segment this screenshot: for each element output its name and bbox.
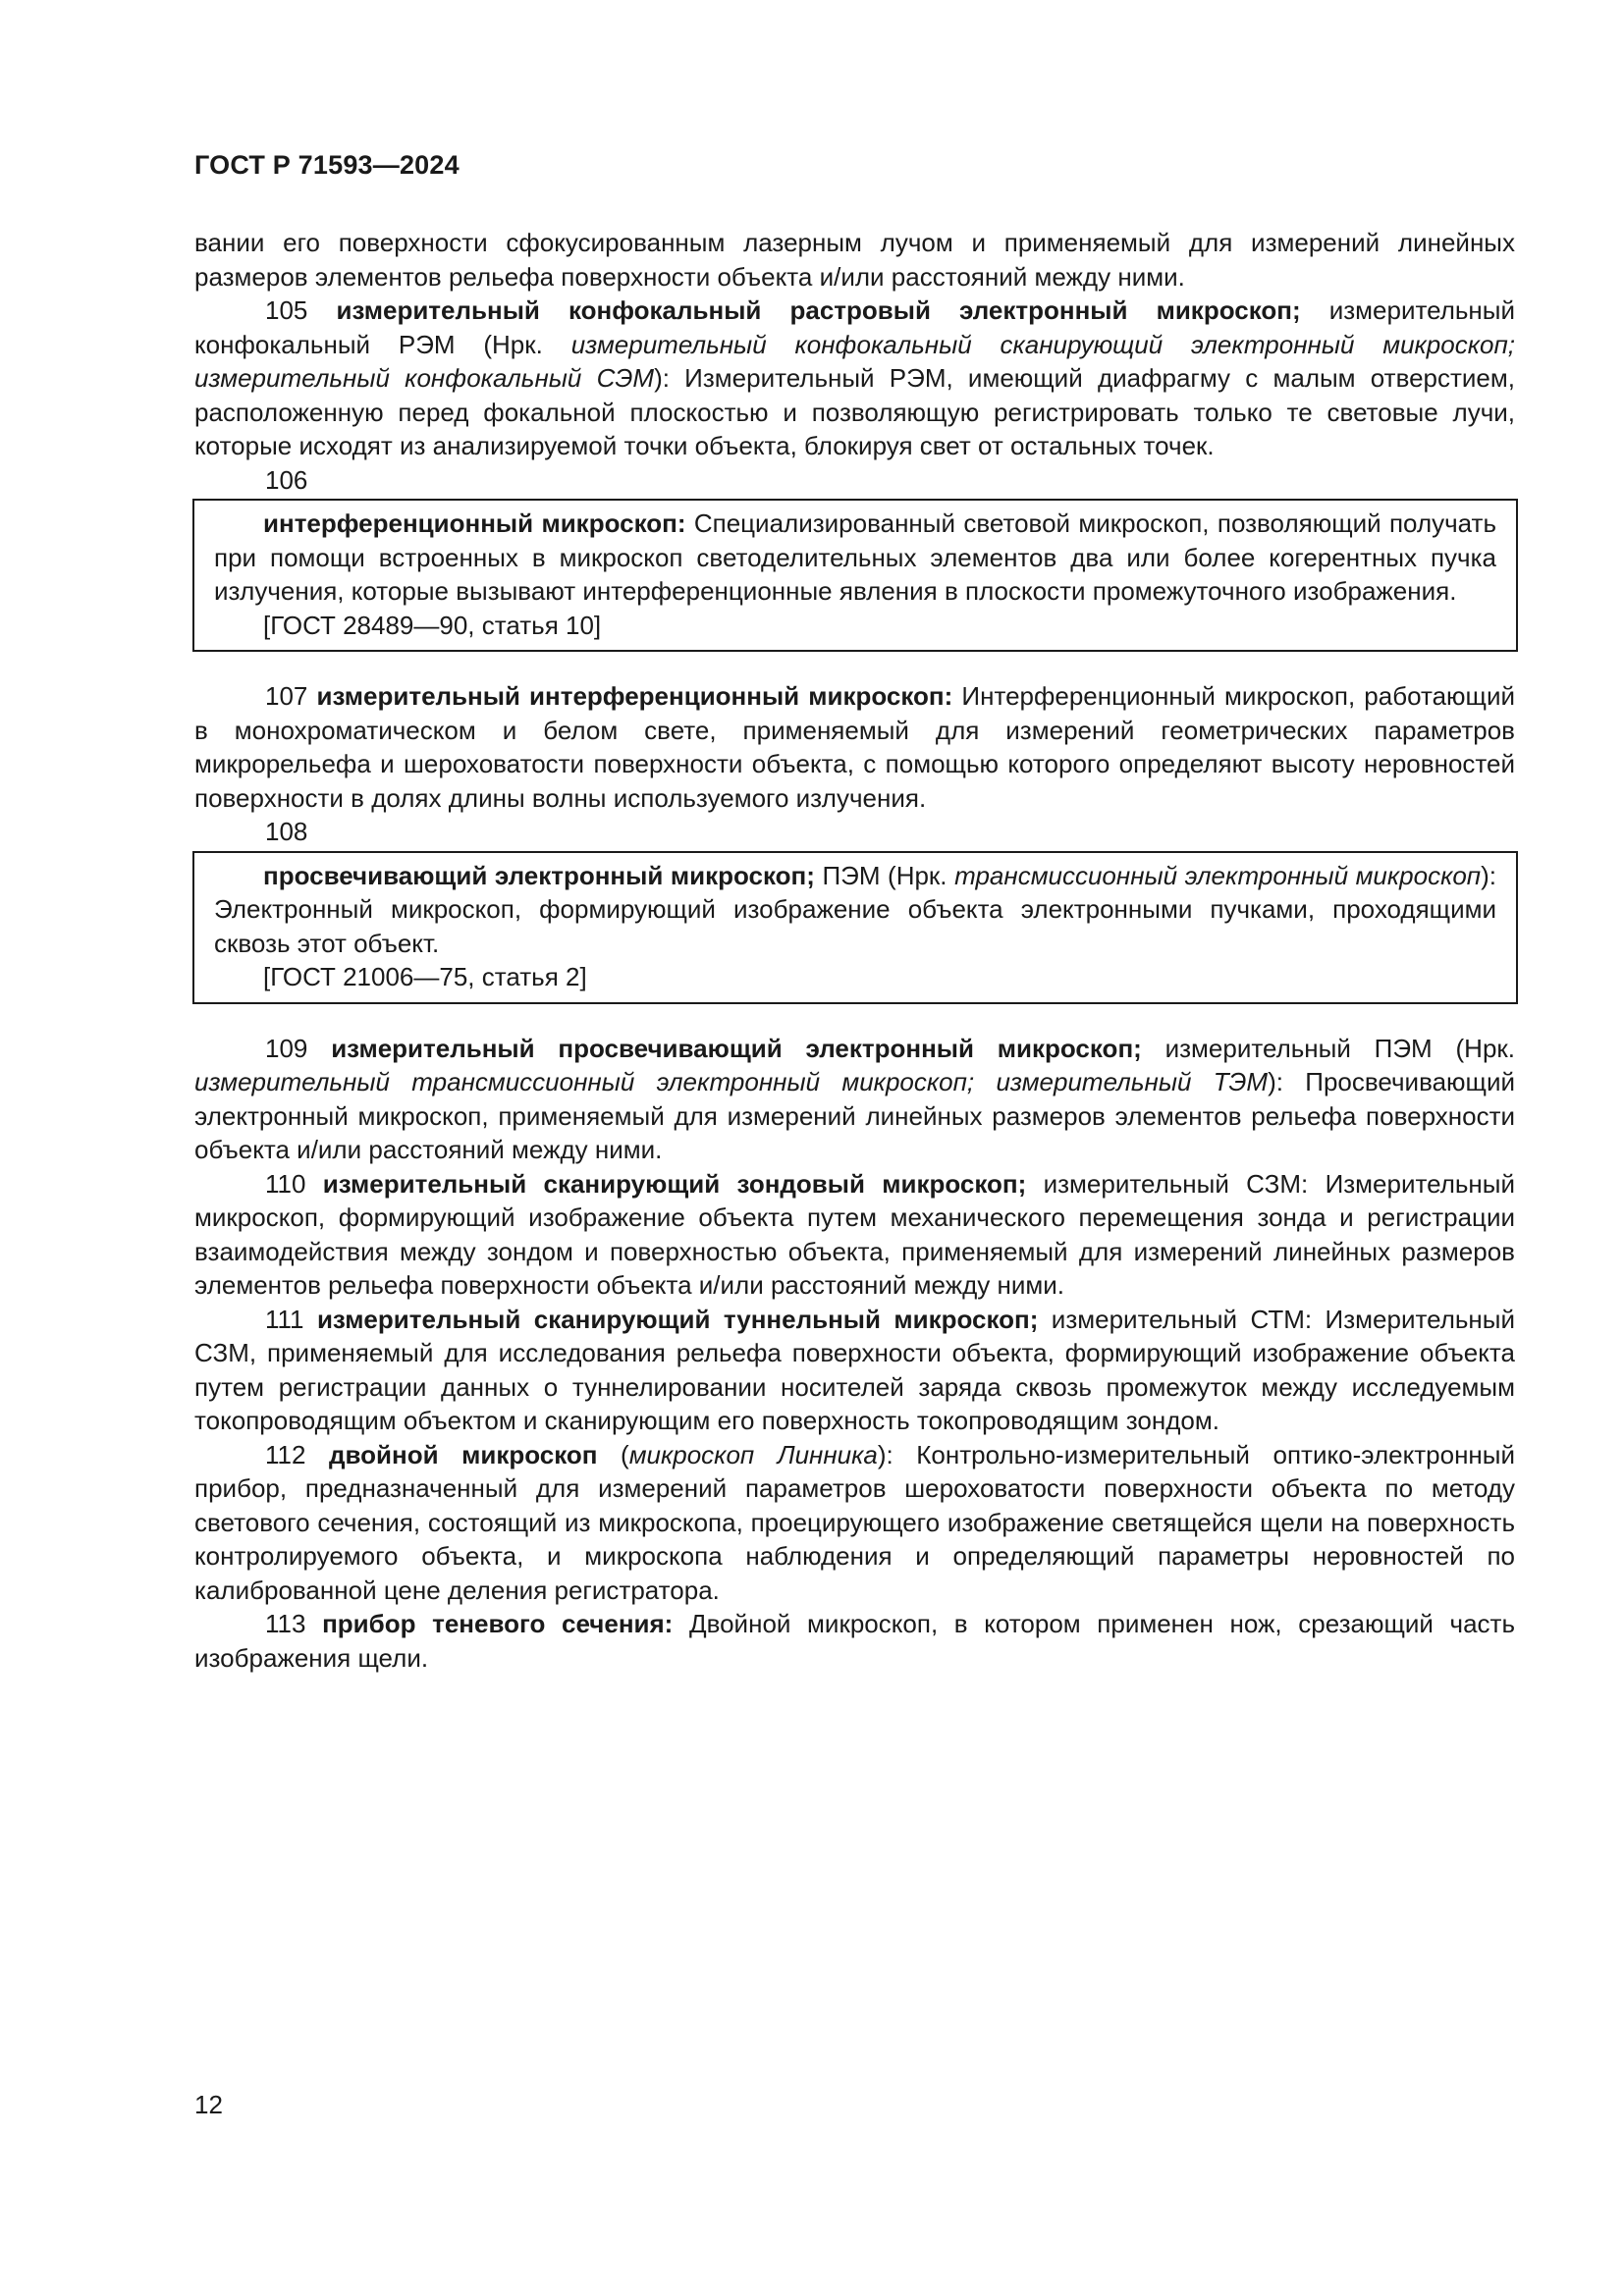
term-text: ПЭМ (Нрк.: [814, 860, 955, 890]
document-header: ГОСТ Р 71593—2024: [194, 150, 460, 180]
term-113: [194, 1607, 1515, 1675]
term-synonym: микроскоп Линника: [628, 1439, 878, 1469]
term-text: измерительный СЗМ: Измерительный микроскоп, формирующий изображение объекта путем механического перемещения зонда и регистрации взаимодействия между зондом и поверхностью объекта, применяемый для измерений линейных размеров элементов рельефа поверхности объекта и/или расстояний между ними.: [194, 1168, 1515, 1300]
term-title: измерительный сканирующий туннельный микроскоп;: [316, 1304, 1039, 1334]
term-title: измерительный просвечивающий электронный микроскоп;: [331, 1033, 1142, 1063]
term-110: [194, 1167, 1515, 1303]
term-number: 109: [265, 1033, 308, 1063]
term-text: Специализированный световой микроскоп, позволяющий получать при помощи встроенных в микроскоп светоделительных элементов два или более когерентных пучка излучения, которые вызывают интерференционные явления в плоскости промежуточного изображения.: [214, 508, 1497, 606]
term-source: [ГОСТ 21006—75, статья 2]: [263, 962, 587, 991]
term-112: [194, 1438, 1515, 1608]
document-body: [194, 226, 1515, 1675]
term-text: Интерференционный микроскоп, работающий в монохроматическом и белом свете, применяемый для измерений геометрических параметров микрорельефа и шероховатости поверхности объекта, с помощью которого определяют высоту неровностей поверхности в долях длины волны используемого излучения.: [194, 681, 1515, 813]
term-title: прибор теневого сечения:: [322, 1609, 674, 1638]
term-synonym: трансмиссионный электронный микроскоп: [954, 860, 1482, 890]
term-text: измерительный конфокальный РЭМ (Нрк.: [194, 295, 1515, 359]
term-title: просвечивающий электронный микроскоп;: [263, 860, 815, 890]
term-source: [ГОСТ 28489—90, статья 10]: [263, 610, 602, 640]
term-number: 107: [265, 681, 308, 711]
term-text: измерительный ПЭМ (Нрк.: [1141, 1033, 1515, 1063]
term-number-108: 108: [265, 817, 308, 846]
term-number: 113: [265, 1609, 306, 1638]
term-number: 112: [265, 1439, 306, 1469]
term-synonym: измерительный конфокальный сканирующий электронный микроскоп; измерительный конфокальный СЭМ: [194, 329, 1515, 393]
quoted-definition-box-108: [192, 851, 1518, 1004]
term-text: ): Электронный микроскоп, формирующий изображение объекта электронными пучками, проходящими сквозь этот объект.: [214, 860, 1497, 958]
term-number: 110: [265, 1168, 306, 1199]
term-text: ): Измерительный РЭМ, имеющий диафрагму с малым отверстием, расположенную перед фокальной плоскостью и позволяющую регистрировать только те световые лучи, которые исходят из анализируемой точки объекта, блокируя свет от остальных точек.: [194, 363, 1515, 460]
term-text: ): Просвечивающий электронный микроскоп, применяемый для измерений линейных размеров элементов рельефа поверхности объекта и/или расстояний между ними.: [194, 1067, 1516, 1164]
term-text: ): Контрольно-измерительный оптико-электронный прибор, предназначенный для измерений параметров шероховатости поверхности объекта по методу светового сечения, состоящий из микроскопа, проецирующего изображение светящейся щели на поверхность контролируемого объекта, и микроскопа наблюдения и определяющий параметры неровностей по калиброванной цене деления регистратора.: [194, 1439, 1515, 1605]
term-number-106: 106: [265, 464, 308, 495]
term-title: интерференционный микроскоп:: [263, 508, 686, 538]
term-title: измерительный интерференционный микроскоп:: [316, 681, 953, 711]
term-number: 105: [265, 295, 308, 325]
term-text: Двойной микроскоп, в котором применен нож, срезающий часть изображения щели.: [194, 1609, 1516, 1673]
term-109: [194, 1032, 1515, 1167]
term-111: [194, 1303, 1515, 1438]
term-108: [214, 859, 1496, 961]
term-synonym: измерительный трансмиссионный электронный микроскоп; измерительный ТЭМ: [194, 1067, 1269, 1096]
term-title: измерительный сканирующий зондовый микроскоп;: [322, 1168, 1027, 1199]
term-105: [194, 294, 1515, 463]
term-title: двойной микроскоп: [329, 1439, 598, 1469]
continued-paragraph: вании его поверхности сфокусированным лазерным лучом и применяемый для измерений линейных размеров элементов рельефа поверхности объекта и/или расстояний между ними.: [194, 228, 1515, 292]
term-title: измерительный конфокальный растровый электронный микроскоп;: [336, 295, 1301, 325]
term-number: 111: [265, 1304, 304, 1334]
term-text: измерительный СТМ: Измерительный СЗМ, применяемый для исследования рельефа поверхности объекта, формирующий изображение объекта путем регистрации данных о туннелировании носителей заряда сквозь промежуток между исследуемым токопроводящим объектом и сканирующим его поверхность токопроводящим зондом.: [194, 1304, 1515, 1435]
term-107: [194, 679, 1515, 815]
page-number: 12: [194, 2090, 223, 2119]
term-text: (: [597, 1439, 629, 1469]
quoted-definition-box-106: [192, 499, 1518, 652]
term-106: [214, 507, 1496, 609]
